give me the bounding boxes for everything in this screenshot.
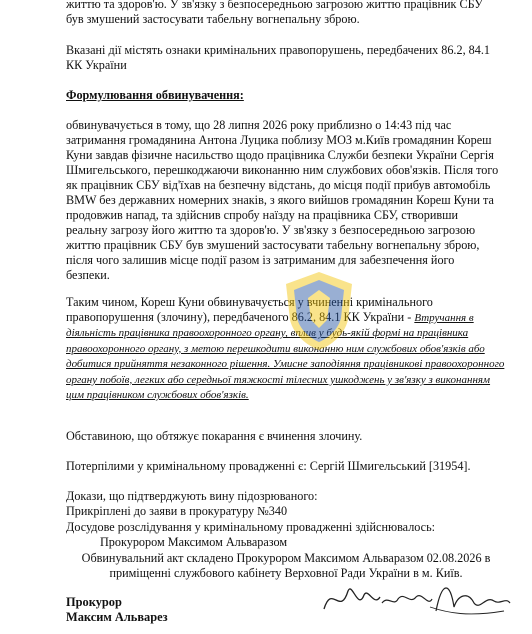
evidence-label: Докази, що підтверджують вину підозрюваного: xyxy=(66,489,318,503)
victims-statement: Потерпілими у кримінальному провадженні є: Сергій Шмигельський [31954]. xyxy=(66,459,471,473)
act-statement: Обвинувальний акт складено Прокурором Максимом Альваразом 02.08.2026 в приміщенні службового кабінету Верховної Ради України в м. Київ. xyxy=(81,551,491,580)
conclusion-paragraph xyxy=(66,295,506,402)
investigation-value: Прокурором Максимом Альваразом xyxy=(100,535,288,549)
signs-statement: Вказані дії містять ознаки кримінальних правопорушень, передбачених 86.2, 84.1 КК України xyxy=(66,43,490,72)
intro-line-2: був змушений застосувати табельну вогнепальну зброю. xyxy=(66,12,360,26)
prosecutor-name: Максим Альварез xyxy=(66,610,168,624)
prosecutor-title: Прокурор xyxy=(66,595,122,609)
signature-block xyxy=(66,595,168,625)
evidence-value: Прикріплені до заяви в прокуратуру №340 xyxy=(66,504,288,518)
investigation-label: Досудове розслідування у кримінальному провадженні здійснювалось: xyxy=(66,520,436,534)
investigation-block xyxy=(66,520,435,550)
charge-heading: Формулювання обвинувачення: xyxy=(66,88,244,102)
intro-line-1: життю та здоров'ю. У зв'язку з безпосередньою загрозою життю працівник СБУ xyxy=(66,0,483,11)
evidence-block xyxy=(66,489,318,519)
conclusion-text: Таким чином, Кореш Куни обвинувачується у вчиненні кримінального правопорушення (злочину), передбаченого 86.2, 84.1 КК України - xyxy=(66,295,433,324)
aggravating-circumstance: Обставиною, що обтяжує покарання є вчинення злочину. xyxy=(66,429,363,443)
intro-paragraph xyxy=(66,0,500,27)
article-text: Втручання в діяльність працівника правоохоронного органу, вплив у будь-якій формі на працівника правоохоронного органу, з метою перешкодити виконанню ним службових обов'язків або добитися прийняття незаконного рішення. Умисне заподіяння працівникові правоохоронного органу побоїв, легких або середньої тяжкості тілесних ушкоджень у зв'язку з виконанням цим працівником службових обов'язків. xyxy=(66,312,505,402)
handwritten-signature xyxy=(318,577,513,629)
charge-body: обвинувачується в тому, що 28 липня 2026 року приблизно о 14:43 під час затримання громадянина Антона Луцика поблизу МОЗ м.Київ громадянин Кореш Куни завдав фізичне насильство щодо працівника Служби безпеки України Сергія Шмигельського, перешкоджаючи виконанню ним службових обов'язків. Після того як працівник СБУ від'їхав на безпечну відстань, до місця події прибув автомобіль BMW без державних номерних знаків, з якого вийшов громадянин Кореш Куни та продовжив напад, та здійснив спробу наїзду на працівника СБУ, створивши реальну загрозу його життю та здоров'ю. У зв'язку з безпосередньою загрозою життю працівник СБУ був змушений застосувати табельну вогнепальну зброю, після чого залишив місце події разом із затриманим для забезпечення його безпеки. xyxy=(66,118,499,282)
